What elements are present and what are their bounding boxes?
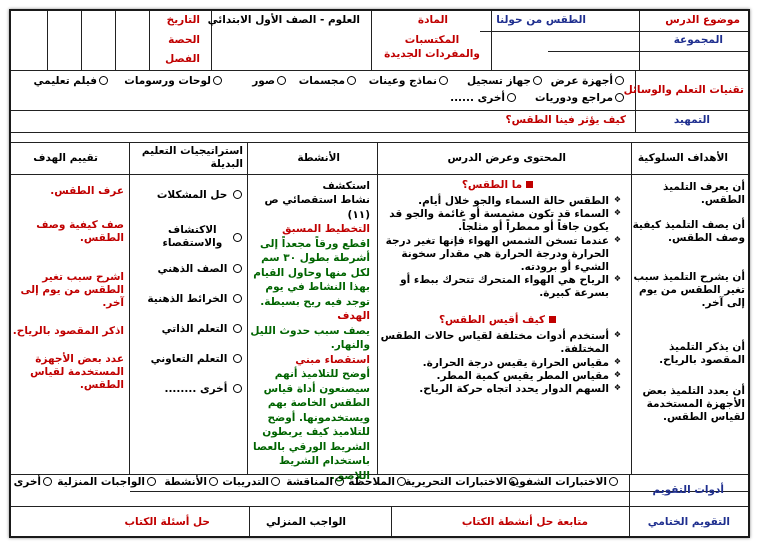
radio-icon (233, 190, 242, 199)
eval-other[interactable]: أخرى (14, 476, 52, 489)
activity-goal-text: يصف سبب حدوث الليل والنهار. (250, 324, 370, 352)
closing-row (11, 507, 748, 538)
spacer-row (11, 133, 748, 143)
activities-block (246, 179, 370, 483)
objective-4: أن يذكر التلميذ المقصود بالرياح. (659, 341, 745, 367)
strategies-block (130, 189, 242, 407)
resource-references[interactable]: مراجع ودوريات (535, 92, 624, 105)
col-assessment: تقييم الهدف (33, 152, 98, 164)
period-label: الحصة (168, 34, 200, 46)
eval-observation[interactable]: الملاحظة (348, 476, 406, 489)
content-bullet: ❖ السهم الدوار يحدد اتجاه حركة الرياح. (374, 383, 621, 396)
activity-plan-title: التخطيط المسبق (282, 223, 370, 236)
assessment-1: عرف الطقس. (50, 185, 124, 197)
activity-explore: استكشف (322, 180, 370, 192)
col-objectives: الأهداف السلوكية (637, 152, 728, 164)
vocab-label: المكتسبات والمفردات الجديدة (384, 34, 480, 61)
content-bullet: ❖ أستخدم أدوات مختلفة لقياس حالات الطقس المختلفة. (374, 330, 621, 356)
resource-boards[interactable]: لوحات ورسومات (124, 75, 222, 88)
lesson-plan-sheet (9, 9, 750, 538)
homework-value: حل أسئلة الكتاب (124, 516, 210, 528)
subject-label: المادة (417, 14, 448, 26)
radio-icon (233, 384, 242, 393)
evaluation-row (11, 475, 748, 507)
radio-icon (533, 76, 542, 85)
content-question-2: كيف أقيس الطقس؟ (374, 314, 621, 327)
activity-explore-text: نشاط استقصائي ص (١١) (264, 194, 370, 221)
activity-inquiry-title: استقصاء مبني (295, 353, 370, 366)
intro-label: التمهيد (673, 114, 710, 126)
square-bullet-icon (526, 181, 533, 188)
radio-icon (507, 93, 516, 102)
radio-icon (99, 76, 108, 85)
content-bullet: ❖ مقياس المطر يقيس كمية المطر. (374, 370, 621, 383)
topic-value: الطقس من حولنا (496, 14, 586, 26)
objective-3: أن يشرح التلميذ سبب تغير الطقس من يوم إلى آخر. (633, 271, 745, 310)
activity-plan-text: اقطع ورقاً مجعداً إلى أشرطة بطول ٣٠ سم لكل منها وحاول القيام بهذا النشاط في يوم توجد فيه ريح بسيطة. (253, 237, 370, 308)
square-bullet-icon (549, 316, 556, 323)
content-question-1: ما الطقس؟ (374, 179, 621, 192)
assessment-4: اذكر المقصود بالرياح. (12, 325, 124, 337)
eval-activities[interactable]: الأنشطة (164, 476, 218, 489)
resource-film[interactable]: فيلم تعليمي (34, 75, 108, 88)
content-bullet: ❖ الطقس حالة السماء والجو خلال أيام. (374, 195, 621, 208)
objective-1: أن يعرف التلميذ الطقس. (663, 181, 745, 207)
radio-icon (615, 76, 624, 85)
class-label: الفصل (165, 53, 200, 65)
eval-homework[interactable]: الواجبات المنزلية (57, 476, 156, 489)
resource-other[interactable]: أخرى ...... (450, 92, 516, 105)
header-block (11, 11, 748, 71)
radio-icon (509, 477, 518, 486)
radio-icon (233, 294, 242, 303)
col-content: المحتوى وعرض الدرس (447, 152, 566, 164)
intro-row (11, 111, 748, 133)
radio-icon (233, 233, 242, 242)
eval-discussion[interactable]: المناقشة (286, 476, 344, 489)
content-bullet: ❖ الرياح هي الهواء المتحرك تتحرك ببطء أو بسرعة كبيرة. (374, 274, 621, 300)
radio-icon (213, 76, 222, 85)
resources-row (11, 71, 748, 111)
radio-icon (147, 477, 156, 486)
content-bullet: ❖ عندما تسخن الشمس الهواء فإنها تغير درجة الحرارة ودرجة الحرارة هي مقدار سخونة الشيء أو برودته. (374, 235, 621, 274)
evaluation-label: أدوات التقويم (652, 484, 724, 496)
content-block (374, 179, 621, 396)
content-bullet: ❖ السماء قد تكون مشمسة أو غائمة والجو قد يكون جافاً أو ممطراً أو مثلجاً. (374, 208, 621, 234)
assessment-2: صف كيفية وصف الطقس. (36, 219, 124, 245)
resource-pictures[interactable]: صور (252, 75, 286, 88)
topic-label: موضوع الدرس (665, 14, 740, 26)
radio-icon (233, 264, 242, 273)
radio-icon (335, 477, 344, 486)
activity-inquiry-text: أوضح للتلاميذ أنهم سيصنعون أداة قياس الطقس الخاصة بهم ويستخدمونها. أوضح للتلاميذ كيف يربطون الشريط الورقي بالعصا باستخدام الشريط اللاصق. (253, 368, 370, 482)
strategy-item[interactable]: أخرى ........ (130, 383, 242, 407)
radio-icon (233, 324, 242, 333)
group-label: المجموعة (673, 34, 723, 46)
eval-written[interactable]: الاختبارات التحريرية (405, 476, 518, 489)
radio-icon (347, 76, 356, 85)
strategy-item[interactable]: الخرائط الذهنية (130, 293, 242, 323)
objective-2: أن يصف التلميذ كيفية وصف الطقس. (632, 219, 745, 245)
radio-icon (397, 477, 406, 486)
resource-projector[interactable]: أجهزة عرض (551, 75, 624, 88)
radio-icon (439, 76, 448, 85)
resource-recorder[interactable]: جهاز تسجيل (467, 75, 542, 88)
closing-follow-up: متابعة حل أنشطة الكتاب (461, 516, 588, 528)
date-label: التاريخ (166, 14, 200, 26)
eval-oral[interactable]: الاختبارات الشفوية (509, 476, 618, 489)
resources-label: تقنيات التعلم والوسائل (623, 84, 744, 96)
eval-exercises[interactable]: التدريبات (222, 476, 280, 489)
resource-solids[interactable]: مجسمات (299, 75, 356, 88)
strategy-item[interactable]: الاكتشاف والاستقصاء (130, 211, 242, 263)
activity-goal-title: الهدف (337, 310, 370, 323)
columns-header (11, 143, 748, 175)
strategy-item[interactable]: التعلم الذاتي (130, 323, 242, 353)
strategy-item[interactable]: التعلم التعاوني (130, 353, 242, 383)
closing-label: التقويم الختامي (647, 516, 730, 528)
radio-icon (609, 477, 618, 486)
content-bullet: ❖ مقياس الحرارة يقيس درجة الحرارة. (374, 357, 621, 370)
assessment-3: اشرح سبب تغير الطقس من يوم إلى آخر. (20, 271, 124, 310)
strategy-item[interactable]: حل المشكلات (130, 189, 242, 211)
radio-icon (271, 477, 280, 486)
radio-icon (277, 76, 286, 85)
subject-value: العلوم - الصف الأول الابتدائي (207, 14, 360, 26)
col-strategies: استراتيجيات التعليم البديلة (141, 145, 243, 171)
radio-icon (233, 354, 242, 363)
resource-models[interactable]: نماذج وعينات (369, 75, 448, 88)
strategy-item[interactable]: الصف الذهني (130, 263, 242, 293)
homework-label: الواجب المنزلي (265, 516, 346, 528)
assessment-5: عدد بعض الأجهزة المستخدمة لقياس الطقس. (30, 353, 124, 392)
objective-5: أن يعدد التلميذ بعض الأجهزة المستخدمة لقياس الطقس. (642, 385, 745, 424)
intro-question: كيف يؤثر فينا الطقس؟ (505, 114, 626, 126)
radio-icon (209, 477, 218, 486)
radio-icon (615, 93, 624, 102)
col-activities: الأنشطة (297, 152, 340, 164)
radio-icon (43, 477, 52, 486)
